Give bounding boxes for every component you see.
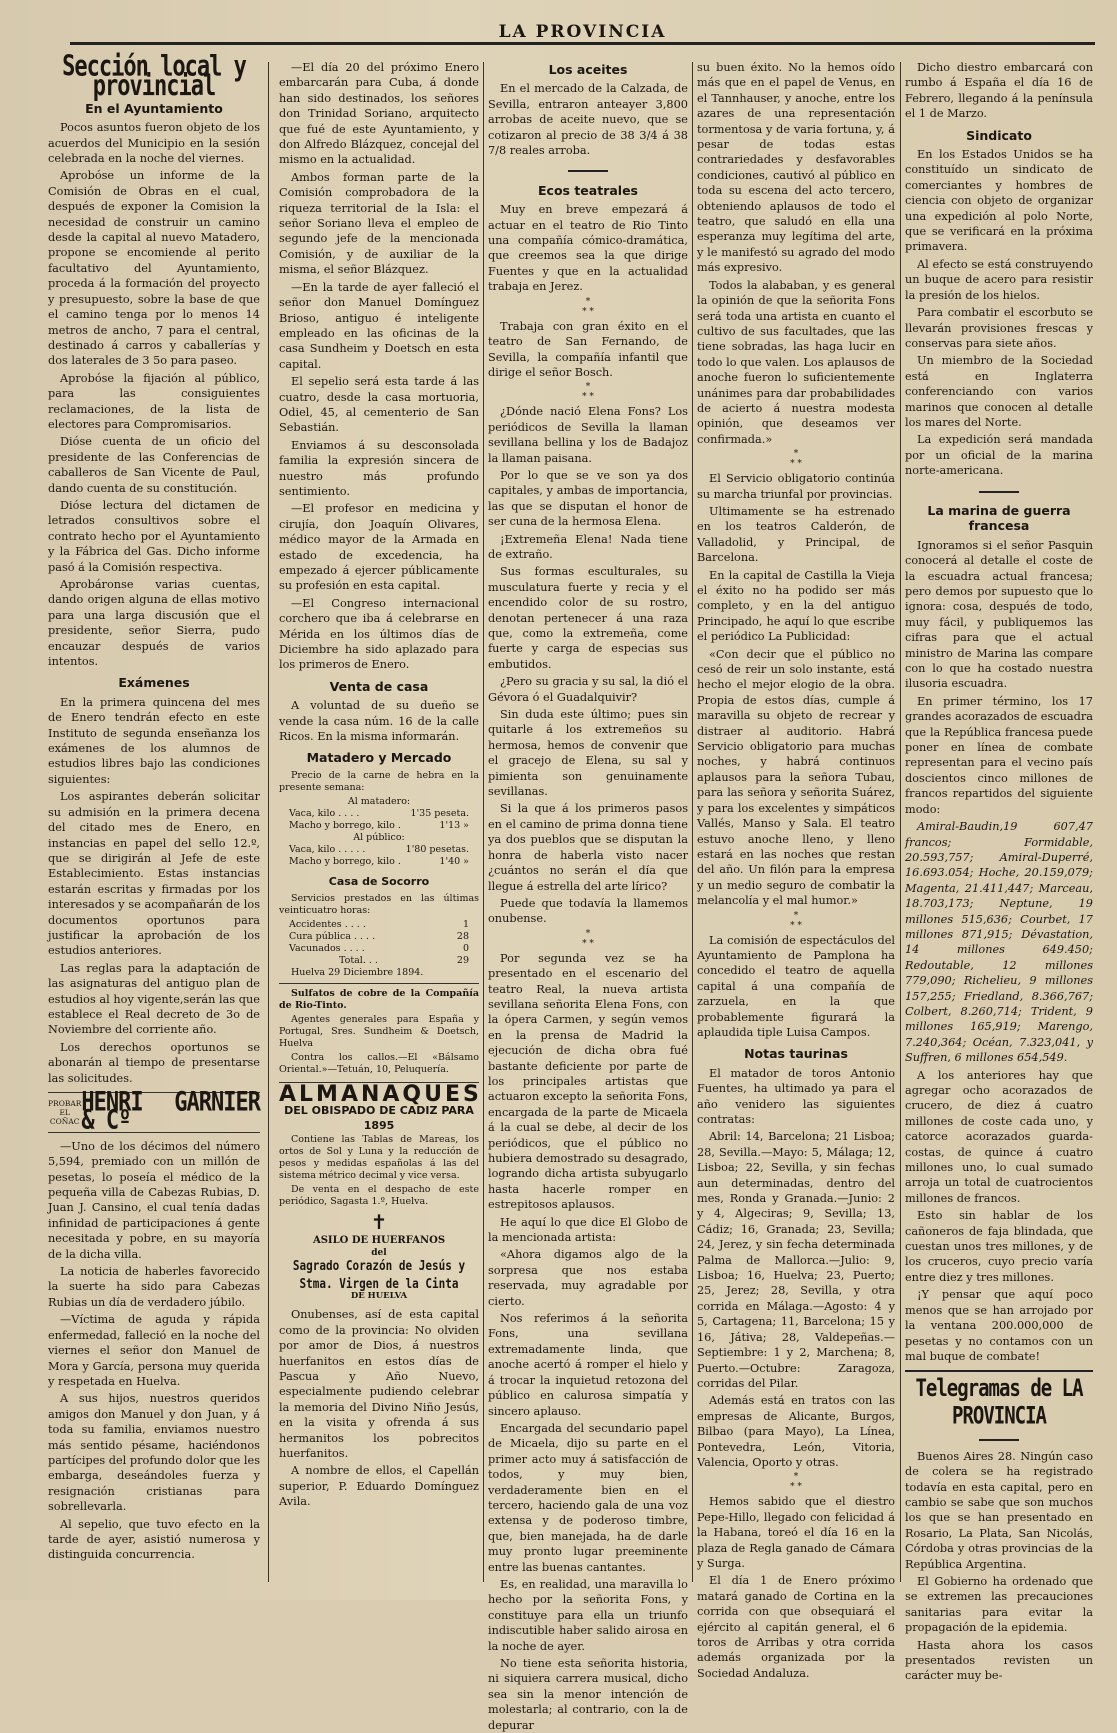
stat-row [279, 931, 479, 943]
asilo-name: Sagrado Corazón de Jesús y Stma. Virgen de la Cinta [292, 1257, 466, 1292]
price-label: Vaca, kilo . . . . . [289, 843, 366, 855]
paragraph: Trabaja con gran éxito en el teatro de San Fernando, de Sevilla, la compañía infantil que dirige el señor Bosch. [488, 319, 688, 379]
heading-aceites: Los aceites [548, 62, 628, 77]
asilo-del: del [371, 1247, 387, 1258]
column-1 [48, 50, 260, 1590]
paragraph: He aquí lo que dice El Globo de la mencionada artista: [488, 1215, 688, 1245]
asilo-heading: ASILO DE HUERFANOS [312, 1234, 446, 1246]
masthead-title: LA PROVINCIA [498, 22, 667, 42]
paragraph: —Víctima de aguda y rápida enfermedad, falleció en la noche del viernes el señor don Manuel de Mora y García, persona muy querida y respetada en Huelva. [48, 1313, 260, 1388]
paragraph: Los derechos oportunos se abonarán al tiempo de presentarse las solicitudes. [48, 1040, 260, 1085]
paragraph: El día 1 de Enero próximo matará ganado de Cortina en la corrida con que obsequiará el ejército al capitán general, el 6 toros de Arribas y otra corrida además organizada por la Sociedad Andaluza. [697, 1574, 895, 1680]
heading-ayuntamiento: En el Ayuntamiento [85, 100, 223, 116]
paragraph: —El día 20 del próximo Enero embarcarán para Cuba, á donde han sido destinados, los señores don Trinidad Soriano, arquitecto que fué de este Ayuntamiento, y don Alfredo Blázquez, concejal del mismo en la actualidad. [279, 61, 479, 167]
paragraph: Es, en realidad, una maravilla lo hecho por la señorita Fons, y constituye para ella un triunfo indiscutible haber salido airosa en la noche de ayer. [488, 1577, 688, 1653]
asterism-icon: * * * [790, 1472, 802, 1493]
masthead [70, 22, 1095, 44]
paragraph: El Servicio obligatorio continúa su marcha triunfal por provincias. [697, 472, 895, 501]
paragraph: Onubenses, así de esta capital como de la provincia: No olviden por amor de Dios, á nuestros huerfanitos en estos días de Pascua y Año Nuevo, especialmente pudiendo celebrar la memoria del Divino Niño Jesús, en la visita y ofrenda á sus hermanitos los pobrecitos huerfanitos. [279, 1308, 479, 1460]
price-value: 1'35 peseta. [410, 807, 469, 819]
column-rule [483, 62, 484, 1582]
paragraph: Al efecto se está construyendo un buque de acero para resistir la presión de los hielos. [905, 257, 1093, 302]
price-value: 1'13 » [439, 819, 469, 831]
stat-value: 29 [456, 955, 469, 967]
almanaques-title: ALMANAQUES [279, 1082, 482, 1108]
heading-ecos: Ecos teatrales [538, 182, 638, 198]
divider [488, 161, 688, 176]
column-rule [900, 62, 901, 1582]
advertisement-garnier [48, 1087, 260, 1137]
paragraph: Ignoramos si el señor Pasquin conocerá al detalle el coste de la escuadra actual francesa; pero demos por supuesto que lo ignora: cosa, después de todo, muy fácil, y publiquemos las cifras para que el actual ministro de Marina las compare con lo que ha costado nuestra ilusoria escuadra. [905, 538, 1093, 691]
masthead-rule [70, 42, 1095, 45]
column-2 [279, 60, 482, 1590]
paragraph: su buen éxito. No la hemos oído más que en el papel de Venus, en el Tannhauser, y anoche, entre los azares de una representación tormentosa y de varia fortuna, y, á pesar de todas estas contrariedades y desfavorables condiciones, cautivó al público en toda su escena del acto tercero, obteniendo aplausos de todo el teatro, que saludó en ella una esperanza muy legítima del arte, y le manifestó su agrado del modo más expresivo. [697, 61, 895, 275]
asterism-icon: * * * [790, 910, 802, 931]
paragraph: Dicho diestro embarcará con rumbo á España el día 16 de Febrero, llegando á la península el 1 de Marzo. [905, 61, 1093, 121]
paragraph: Al sepelio, que tuvo efecto en la tarde de ayer, asistió numerosa y distinguida concurrencia. [48, 1517, 260, 1562]
stat-value: 1 [462, 919, 469, 931]
divider [905, 1370, 1093, 1372]
paragraph: En primer término, los 17 grandes acorazados de escuadra que la República francesa puede poner en línea de combate representan para el vecino país doscientos cinco millones de francos repartidos del siguiente modo: [905, 694, 1093, 816]
sulfatos-agents: Agentes generales para España y Portugal, Sres. Sundheim & Doetsch, Huelva [279, 1014, 479, 1050]
paragraph: La expedición será mandada por un oficial de la marina norte-americana. [905, 433, 1093, 478]
price-intro: Precio de la carne de hebra en la presente semana: [279, 769, 479, 793]
price-label: Vaca, kilo . . . . [289, 807, 360, 819]
price-subhead: Al público: [353, 831, 405, 843]
section-title: Sección local y provincial [62, 50, 246, 104]
paragraph: —En la tarde de ayer falleció el señor don Manuel Domínguez Brioso, antiguo é inteligente empleado en las oficinas de la casa Sundheim y Doetsch en esta capital. [279, 280, 479, 371]
asterism-icon: * * * [582, 928, 594, 949]
paragraph: Pocos asuntos fueron objeto de los acuerdos del Municipio en la sesión celebrada en la noche del viernes. [48, 121, 260, 166]
stat-label: Accidentes . . . . [289, 919, 366, 931]
paragraph: Hasta ahora los casos presentados revisten un carácter muy be- [905, 1638, 1093, 1683]
heading-venta: Venta de casa [329, 678, 429, 694]
paragraph: Sin duda este último; pues sin quitarle á los extremeños su hermosa, hemos de convenir que el gracejo de Elena, su sal y pimienta son genuinamente sevillanas. [488, 708, 688, 799]
paragraph: A los anteriores hay que agregar ocho acorazados de crucero, de diez á cuatro millones de coste cada uno, y catorce acorazados guarda-costas, de quince á cuatro millones uno, lo cual sumado arroja un total de cuatrocientos millones de francos. [905, 1068, 1093, 1205]
callos-ad: Contra los callos.—El «Bálsamo Oriental.»—Tetuán, 10, Peluquería. [279, 1052, 479, 1076]
almanaques-sale: De venta en el despacho de este periódico, Sagasta 1.º, Huelva. [279, 1183, 479, 1207]
column-rule [268, 62, 269, 1582]
price-row [279, 844, 479, 856]
paragraph: Las reglas para la adaptación de las asignaturas del antiguo plan de estudios al hoy vigente,serán las que establece el Real decreto de 3o de Noviembre del corriente año. [48, 961, 260, 1037]
column-rule [692, 62, 693, 1582]
paragraph: Dióse cuenta de un oficio del presidente de las Conferencias de caballeros de San Vicente de Paul, dando cuenta de su constitución. [48, 435, 260, 495]
paragraph: A voluntad de su dueño se vende la casa núm. 16 de la calle Ricos. En la misma informarán. [279, 699, 479, 744]
price-label: Macho y borrego, kilo . [289, 855, 401, 867]
paragraph: Amiral-Baudin,19 607,47 francos; Formidable, 20.593,757; Amiral-Duperré, 16.693.054; Hoche, 20.159,079; Magenta, 21.411,447; Marceau, 18.703,173; Neptune, 19 millones 515,636; Courbet, 17 millones 871,915; Dévastation, 14 millones 649.450; Redoutable, 12 millones 779,090; Richelieu, 9 millones 157,255; Friedland, 8.366,767; Colbert, 8.260,714; Trident, 9 millones 165,919; Marengo, 7.240,364; Océan, 7.323,041, y Suffren, 6 millones 654,549. [905, 820, 1093, 1065]
paragraph: En el mercado de la Calzada, de Sevilla, entraron anteayer 3,800 arrobas de aceite nuevo, que se cotizaron al precio de 38 3/4 á 38 7/8 reales arroba. [488, 82, 688, 158]
almanaques-text: Contiene las Tablas de Mareas, los ortos de Sol y Luna y la reducción de pesos y medidas españolas á las del sistema métrico decimal y vice versa. [279, 1133, 479, 1181]
paragraph: El sepelio será esta tarde á las cuatro, desde la casa mortuoria, Odiel, 45, al cementerio de San Sebastián. [279, 375, 479, 435]
paragraph: A sus hijos, nuestros queridos amigos don Manuel y don Juan, y á toda su familia, enviamos nuestro más sentido pésame, haciéndonos partícipes del profundo dolor que les embarga, deseándoles fuerza y resignación cristianas para sobrellevarla. [48, 1392, 260, 1514]
paragraph: Ultimamente se ha estrenado en los teatros Calderón, de Valladolid, y Principal, de Barcelona. [697, 504, 895, 565]
price-subhead: Al matadero: [347, 795, 411, 807]
paragraph: «Ahora digamos algo de la sorpresa que nos estaba reservada, muy agradable por cierto. [488, 1248, 688, 1308]
paragraph: Un miembro de la Sociedad está en Inglaterra conferenciando con varios marinos que conocen al detalle los mares del Norte. [905, 354, 1093, 429]
price-label: Macho y borrego, kilo . [289, 819, 401, 831]
paragraph: Si la que á los primeros pasos en el camino de prima donna tiene ya dos pueblos que se disputan la honra de haberla visto nacer ¿cuántos no serán el día que llegue á estrella del arte lírico? [488, 802, 688, 893]
price-value: 1'40 » [439, 855, 469, 867]
divider [905, 1430, 1093, 1445]
paragraph: Además está en tratos con las empresas de Alicante, Burgos, Bilbao (para Mayo), La Línea, Pontevedra, León, Vitoria, Valencia, Oporto y otras. [697, 1394, 895, 1469]
paragraph: Esto sin hablar de los cañoneros de faja blindada, que cuestan unos tres millones, y de los cruceros, cuyo precio varía entre diez y tres millones. [905, 1209, 1093, 1284]
stat-label: Vacunados . . . . [289, 943, 365, 955]
paragraph: Enviamos á su desconsolada familia la expresión sincera de nuestro más profundo sentimiento. [279, 438, 479, 498]
paragraph: En la capital de Castilla la Vieja el éxito no ha podido ser más completo, y en la del antiguo Principado, he aquí lo que escribe el periódico La Publicidad: [697, 568, 895, 644]
socorro-date: Huelva 29 Diciembre 1894. [291, 967, 424, 979]
paragraph: Buenos Aires 28. Ningún caso de colera se ha registrado todavía en esta capital, pero en cambio se sabe que son muchos los que se han presentado en Rosario, La Plata, San Nicolás, Córdoba y otras provincias de la República Argentina. [905, 1449, 1093, 1571]
paragraph: —El Congreso internacional corchero que iba á celebrarse en Mérida en los últimos días de Diciembre ha sido aplazado para los primeros de Enero. [279, 596, 479, 672]
paragraph: Aprobáronse varias cuentas, dando origen alguna de ellas motivo para una larga discusión que el presidente, señor Sierra, pudo encauzar después de varios intentos. [48, 578, 260, 669]
asterism-icon: * * * [582, 296, 594, 317]
ad-brand: HENRI GARNIER & Cº [81, 1087, 260, 1137]
sulfatos-ad: Sulfatos de cobre de la Compañía de Rio-Tinto. [279, 988, 479, 1012]
paragraph: El Gobierno ha ordenado que se extremen las precauciones sanitarias para evitar la propagación de la epidemia. [905, 1574, 1093, 1635]
paragraph: Nos referimos á la señorita Fons, una sevillana extremadamente linda, que anoche acertó á romper el hielo y á trocar la inquietud retozona del público en calurosa simpatía y sincero aplauso. [488, 1312, 688, 1418]
stat-value: 28 [456, 931, 469, 943]
paragraph: Por lo que se ve son ya dos capitales, y ambas de importancia, las que se disputan el honor de ser cuna de la hermosa Elena. [488, 468, 688, 529]
paragraph: Encargada del secundario papel de Micaela, dijo su parte en el primer acto muy á satisfacción de todos, y muy bien, verdaderamente bien en el tercero, haciendo gala de una voz extensa y de poderoso timbre, que, bien manejada, ha de darle muy pronto lugar preeminente entre las buenas cantantes. [488, 1421, 688, 1574]
price-row [279, 808, 479, 820]
ad-small-text: PROBAR EL COÑAC [48, 1098, 82, 1126]
asterism-icon: * * * [790, 449, 802, 470]
paragraph: Aprobóse la fijación al público, para las consiguientes reclamaciones, de la lista de electores para Compromisarios. [48, 371, 260, 431]
asterism-icon: * * * [582, 382, 594, 403]
heading-telegramas: Telegramas de LA PROVINCIA [915, 1374, 1083, 1430]
column-4 [697, 60, 895, 1680]
paragraph: ¡Extremeña Elena! Nada tiene de extraño. [488, 532, 688, 561]
stat-row [279, 919, 479, 931]
stat-label: Cura pública . . . . [289, 931, 376, 943]
paragraph: ¿Dónde nació Elena Fons? Los periódicos de Sevilla la llaman sevillana bellina y los de Badajoz la llaman paisana. [488, 405, 688, 465]
paragraph: El matador de toros Antonio Fuentes, ha ultimado ya para el año venidero las siguientes contratas: [697, 1066, 895, 1126]
paragraph: Dióse lectura del dictamen de letrados consultivos sobre el contrato hecho por el Ayuntamiento y la Fábrica del Gas. Dicho informe pasó á la Comisión respectiva. [48, 498, 260, 574]
price-value: 1'80 pesetas. [405, 843, 469, 855]
price-row [279, 820, 479, 832]
paragraph: —El profesor en medicina y cirujía, don Joaquín Olivares, médico mayor de la Armada en estado de excedencia, ha empezado á ejercer públicamente su profesión en esta capital. [279, 502, 479, 593]
paragraph: —Uno de los décimos del número 5,594, premiado con un millón de pesetas, lo poseía el médico de la pequeña villa de Cabezas Rubias, D. Juan J. Cansino, el cual tenía dadas infinidad de participaciones á gente necesitada y pobre, en su mayoría de la dicha villa. [48, 1139, 260, 1261]
paragraph: Hemos sabido que el diestro Pepe-Hillo, llegado con felicidad á la Habana, toreó el día 16 en la plaza de Regla ganado de Cámara y Surga. [697, 1495, 895, 1570]
heading-socorro: Casa de Socorro [328, 874, 430, 888]
paragraph: Por segunda vez se ha presentado en el escenario del teatro Real, la nueva artista sevillana señorita Elena Fons, con la ópera Carmen, y según vemos en la prensa de Madrid la ejecución de dicha obra fué bastante deficiente por parte de los principales artistas que actuaron excepto la señorita Fons, encargada de la parte de Micaela á la cual se debe, al decir de los periódicos, que el público no hubiera demostrado su desagrado, logrando dicha artista subyugarlo hasta hacerle romper en estrepitosos aplausos. [488, 951, 688, 1212]
column-3 [488, 60, 688, 1732]
divider [905, 482, 1093, 497]
asilo-signature: A nombre de ellos, el Capellán superior, P. Eduardo Domínguez Avila. [279, 1464, 479, 1509]
paragraph: No tiene esta señorita historia, ni siquiera carrera musical, dicho sea sin la menor intención de molestarla; al contrario, con la de depurar [488, 1657, 688, 1732]
heading-examenes: Exámenes [118, 675, 190, 691]
paragraph: Los aspirantes deberán solicitar su admisión en la primera decena del citado mes de Enero, en instancias en papel del sello 12.º, que se dirigirán al Jefe de este Establecimiento. Estas instancias estarán escritas y firmadas por los interesados y se acompañarán de los documentos oportunos para justificar la aprobación de los estudios anteriores. [48, 790, 260, 958]
paragraph: En los Estados Unidos se ha constituído un sindicato de comerciantes y hombres de ciencia con objeto de organizar una expedición al polo Norte, que se verificará en la próxima primavera. [905, 148, 1093, 254]
paragraph: Para combatir el escorbuto se llevarán provisiones frescas y conservas para siete años. [905, 306, 1093, 350]
paragraph: «Con decir que el público no cesó de reir un solo instante, está hecho el mejor elogio de la obra. Propia de estos días, cumple á maravilla su objeto de recrear y distraer al auditorio. Habrá Servicio obligatorio para muchas noches, y habrá continuos aplausos para la señora Tubau, para las señora y señorita Suárez, y para los excelentes y simpáticos Vallés, Manso y Sala. El teatro estuvo anoche lleno, y lleno estará en las noches que restan del año. Un filón para la empresa y un medio seguro de combatir la melancolía y el mal humor.» [697, 647, 895, 908]
paragraph: Sus formas esculturales, su musculatura fuerte y recia y el encendido color de su rostro, denotan pertenecer á una raza que, como la extremeña, come fuerte y carga de especias sus embutidos. [488, 565, 688, 671]
paragraph: Abril: 14, Barcelona; 21 Lisboa; 28, Sevilla.—Mayo: 5, Málaga; 12, Lisboa; 22, Sevilla, y sin fechas aun determinadas, dentro del mes, Ronda y Granada.—Junio: 2 y 4, Algeciras; 9, Sevilla; 13, Cádiz; 16, Granada; 23, Sevilla; 24, Jerez, y sin fecha determinada Palma de Mallorca.—Julio: 9, Lisboa; 16, Huelva; 23, Puerto; 25, Jerez; 28, Sevilla, y otra corrida en Málaga.—Agosto: 4 y 5, Cartagena; 11, Barcelona; 15 y 16, Játiva; 28, Valdepeñas.—Septiembre: 1 y 2, Marchena; 8, Puerto.—Octubre: Zaragoza, corridas del Pilar. [697, 1130, 895, 1390]
stat-row [279, 955, 479, 967]
paragraph: Aprobóse un informe de la Comisión de Obras en el cual, después de exponer la Comision la necesidad de construir un camino desde la capital al nuevo Matadero, propone se encomiende al perito facultativo del Ayuntamiento, proceda á la formación del proyecto y presupuesto, sobre la base de que el camino tenga por lo menos 14 metros de ancho, 7 para el central, destinado á carros y caballerías y dos laterales de 3 5o para paseo. [48, 169, 260, 368]
cross-icon: ✝ [370, 1209, 388, 1234]
paragraph: Muy en breve empezará á actuar en el teatro de Rio Tinto una compañía cómico-dramática, que creemos sea la que dirige Fuentes y que en la actualidad trabaja en Jerez. [488, 203, 688, 294]
column-5 [905, 60, 1093, 1683]
asilo-place: DE HUELVA [350, 1291, 408, 1302]
paragraph: Puede que todavía la llamemos onubense. [488, 896, 688, 926]
stat-value: 0 [462, 943, 469, 955]
paragraph: Todos la alababan, y es general la opinión de que la señorita Fons será toda una artista en cuanto el cultivo de sus facultades, que las tiene sobradas, las haga lucir en todo lo que valen. Los aplausos de anoche fueron lo suficientemente unánimes para dar probabilidades de acierto á nuestra modesta opinión, que deseamos ver confirmada.» [697, 278, 895, 446]
heading-marina: La marina de guerra francesa [927, 502, 1071, 534]
heading-taurinas: Notas taurinas [744, 1046, 848, 1062]
paragraph: ¡Y pensar que aquí poco menos que se han arrojado por la ventana 200.000,000 de pesetas y no contamos con un mal buque de combate! [905, 1288, 1093, 1363]
paragraph: En la primera quincena del mes de Enero tendrán efecto en este Instituto de segunda enseñanza los exámenes de los alumnos de estudios libres bajo las condiciones siguientes: [48, 695, 260, 786]
stat-row [279, 943, 479, 955]
heading-sindicato: Sindicato [966, 127, 1032, 143]
socorro-intro: Servicios prestados en las últimas veinticuatro horas: [279, 893, 479, 917]
paragraph: Ambos forman parte de la Comisión comprobadora de la riqueza territorial de la Isla: el señor Soriano lleva el empleo de segundo jefe de la mencionada Comisión, y de auxiliar de la misma, el señor Blázquez. [279, 170, 479, 277]
stat-label: Total. . . [339, 955, 378, 967]
paragraph: ¿Pero su gracia y su sal, la dió el Gévora ó el Guadalquivir? [488, 675, 688, 704]
paragraph: La comisión de espectáculos del Ayuntamiento de Pamplona ha concedido el teatro de aquella capital á una compañía de zarzuela, en la que probablemente figurará la aplaudida tiple Luisa Campos. [697, 933, 895, 1039]
almanaques-subtitle: DEL OBISPADO DE CADIZ PARA 1895 [284, 1103, 474, 1133]
paragraph: La noticia de haberles favorecido la suerte ha sido para Cabezas Rubias un día de verdadero júbilo. [48, 1265, 260, 1309]
heading-matadero: Matadero y Mercado [306, 750, 452, 766]
price-row [279, 856, 479, 868]
